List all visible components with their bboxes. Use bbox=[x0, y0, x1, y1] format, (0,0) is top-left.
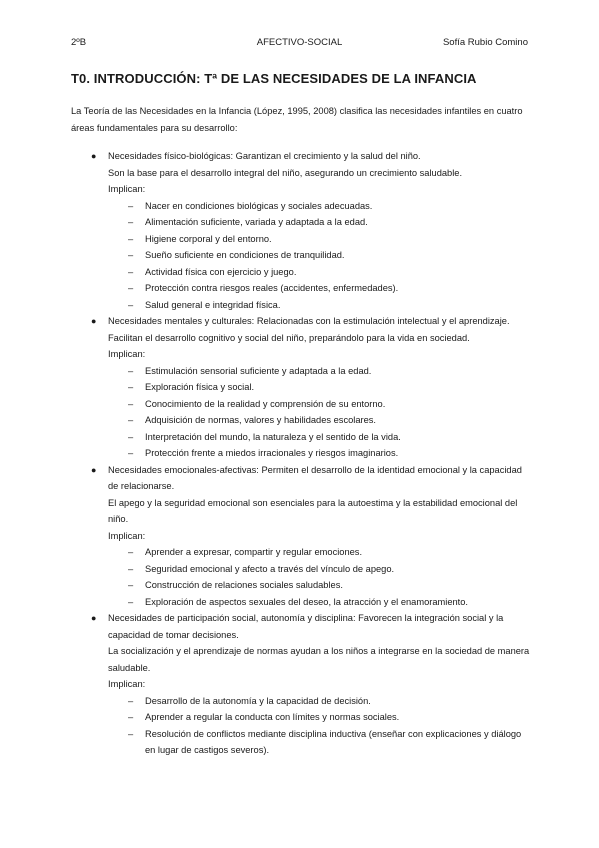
list-item-text: Conocimiento de la realidad y comprensión de su entorno. bbox=[145, 398, 386, 409]
list-item bbox=[128, 693, 531, 710]
dash-icon: – bbox=[128, 283, 134, 293]
section-heading: Necesidades físico-biológicas: Garantizan el crecimiento y la salud del niño. bbox=[108, 151, 421, 161]
list-item-text: Nacer en condiciones biológicas y sociales adecuadas. bbox=[145, 200, 373, 211]
list-item bbox=[128, 429, 531, 446]
list-item-text: Exploración de aspectos sexuales del deseo, la atracción y el enamoramiento. bbox=[145, 596, 468, 607]
list-item bbox=[128, 709, 531, 726]
section-heading: Necesidades mentales y culturales: Relacionadas con la estimulación intelectual y el aprendizaje. bbox=[108, 316, 510, 326]
dash-icon: – bbox=[128, 695, 134, 706]
dash-icon: – bbox=[128, 563, 134, 574]
list-item-text: Protección contra riesgos reales (accidentes, enfermedades). bbox=[145, 283, 399, 293]
dash-icon: – bbox=[128, 365, 134, 376]
dash-icon: – bbox=[128, 596, 134, 607]
section-description: Son la base para el desarrollo integral del niño, asegurando un crecimiento saludable. bbox=[108, 167, 463, 178]
list-item bbox=[128, 280, 531, 297]
dash-icon: – bbox=[128, 580, 134, 590]
dash-icon: – bbox=[128, 250, 134, 260]
dash-icon: – bbox=[128, 217, 134, 227]
list-item-text: Seguridad emocional y afecto a través del vínculo de apego. bbox=[145, 563, 395, 574]
list-item-text: Desarrollo de la autonomía y la capacidad de decisión. bbox=[145, 695, 371, 706]
dash-icon: – bbox=[128, 712, 134, 722]
list-item bbox=[128, 412, 531, 429]
list-item bbox=[128, 363, 531, 380]
dash-icon: – bbox=[128, 398, 134, 409]
list-item bbox=[128, 379, 531, 396]
intro-paragraph: La Teoría de las Necesidades en la Infancia (López, 1995, 2008) clasifica las necesidades infantiles en cuatro áreas fundamentales para su desarrollo: bbox=[71, 106, 523, 133]
list-item bbox=[128, 561, 531, 578]
needs-section bbox=[71, 313, 531, 462]
list-item-text: Protección frente a miedos irracionales y riesgos imaginarios. bbox=[145, 448, 399, 458]
list-item-text: Aprender a expresar, compartir y regular emociones. bbox=[145, 547, 363, 557]
dash-icon: – bbox=[128, 382, 134, 392]
bullet-icon: ● bbox=[91, 316, 97, 326]
header-course: 2ºB bbox=[71, 37, 87, 48]
list-item-text: Alimentación suficiente, variada y adaptada a la edad. bbox=[145, 217, 368, 227]
list-item bbox=[128, 214, 531, 231]
section-description: Facilitan el desarrollo cognitivo y social del niño, preparándolo para la vida en sociedad. bbox=[108, 332, 470, 343]
dash-icon: – bbox=[128, 547, 134, 557]
list-item-text: Exploración física y social. bbox=[145, 382, 255, 392]
dash-icon: – bbox=[128, 299, 134, 310]
section-description: La socialización y el aprendizaje de normas ayudan a los niños a integrarse en la sociedad de manera saludable. bbox=[108, 646, 530, 673]
list-item-text: Actividad física con ejercicio y juego. bbox=[145, 266, 297, 277]
list-item bbox=[128, 445, 531, 462]
implican-label: Implican: bbox=[108, 349, 146, 359]
list-item-text: Estimulación sensorial suficiente y adaptada a la edad. bbox=[145, 365, 372, 376]
needs-section bbox=[71, 610, 531, 759]
dash-icon: – bbox=[128, 233, 134, 244]
section-heading: Necesidades emocionales-afectivas: Permiten el desarrollo de la identidad emocional y la capacidad de relacionarse. bbox=[108, 464, 522, 491]
sub-list bbox=[108, 693, 531, 759]
section-heading: Necesidades de participación social, autonomía y disciplina: Favorecen la integración social y la capacidad de tomar decisiones. bbox=[108, 613, 504, 640]
implican-label: Implican: bbox=[108, 679, 146, 689]
implican-label: Implican: bbox=[108, 184, 146, 194]
header-author: Sofía Rubio Comino bbox=[442, 37, 528, 48]
dash-icon: – bbox=[128, 728, 134, 739]
dash-icon: – bbox=[128, 431, 134, 442]
list-item bbox=[128, 247, 531, 264]
list-item bbox=[128, 396, 531, 413]
sub-list bbox=[108, 198, 531, 314]
dash-icon: – bbox=[128, 266, 134, 277]
sub-list bbox=[108, 363, 531, 462]
list-item bbox=[128, 297, 531, 314]
needs-section bbox=[71, 462, 531, 611]
list-item bbox=[128, 726, 531, 759]
sub-list bbox=[108, 544, 531, 610]
dash-icon: – bbox=[128, 415, 134, 425]
list-item-text: Higiene corporal y del entorno. bbox=[145, 233, 272, 244]
bullet-icon: ● bbox=[91, 464, 97, 475]
page-title: T0. INTRODUCCIÓN: Tª DE LAS NECESIDADES DE LA INFANCIA bbox=[71, 71, 477, 86]
page-header bbox=[71, 37, 528, 51]
needs-list bbox=[71, 148, 531, 759]
implican-label: Implican: bbox=[108, 530, 146, 541]
section-description: El apego y la seguridad emocional son esenciales para la autoestima y la estabilidad emocional del niño. bbox=[108, 497, 518, 524]
list-item-text: Adquisición de normas, valores y habilidades escolares. bbox=[145, 415, 376, 425]
bullet-icon: ● bbox=[91, 613, 97, 623]
list-item-text: Salud general e integridad física. bbox=[145, 299, 281, 310]
list-item-text: Construcción de relaciones sociales saludables. bbox=[145, 580, 343, 590]
needs-section bbox=[71, 148, 531, 313]
bullet-icon: ● bbox=[91, 151, 97, 161]
list-item bbox=[128, 577, 531, 594]
dash-icon: – bbox=[128, 200, 134, 211]
list-item bbox=[128, 594, 531, 611]
list-item-text: Resolución de conflictos mediante disciplina inductiva (enseñar con explicaciones y diálogo en lugar de castigos severos). bbox=[145, 728, 522, 755]
list-item-text: Aprender a regular la conducta con límites y normas sociales. bbox=[145, 712, 400, 722]
list-item bbox=[128, 198, 531, 215]
list-item-text: Interpretación del mundo, la naturaleza y el sentido de la vida. bbox=[145, 431, 401, 442]
list-item bbox=[128, 544, 531, 561]
list-item bbox=[128, 231, 531, 248]
list-item bbox=[128, 264, 531, 281]
header-subject: AFECTIVO-SOCIAL bbox=[256, 37, 343, 48]
dash-icon: – bbox=[128, 448, 134, 458]
list-item-text: Sueño suficiente en condiciones de tranquilidad. bbox=[145, 250, 345, 260]
